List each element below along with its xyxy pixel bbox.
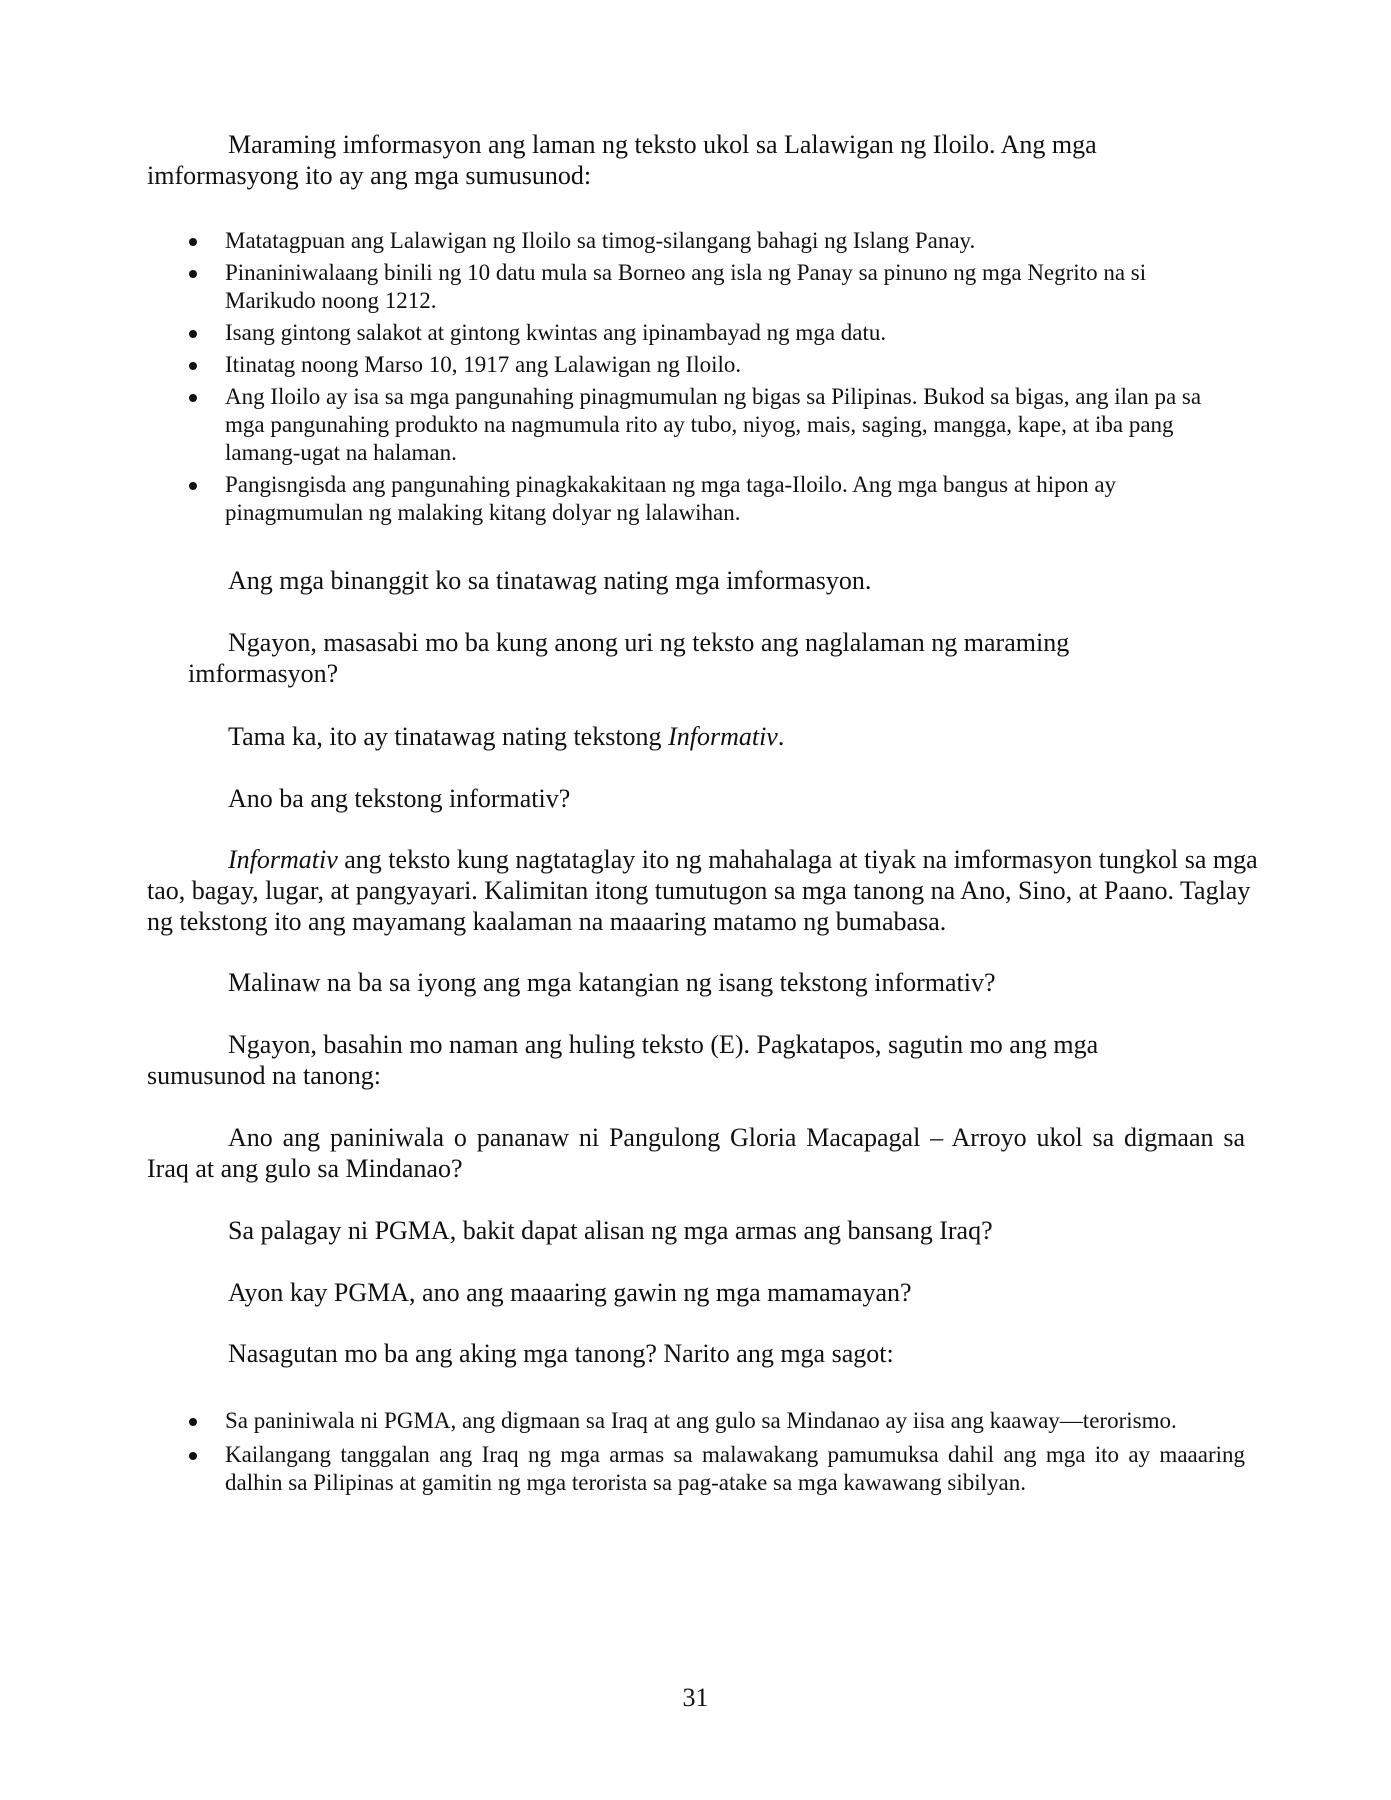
tama-ka-period: . (777, 722, 785, 751)
fact-text: Itinatag noong Marso 10, 1917 ang Lalawigan ng Iloilo. (225, 352, 742, 377)
bullet-icon (189, 1452, 197, 1460)
definition-term: Informativ (228, 845, 338, 874)
bullet-icon (189, 1418, 197, 1426)
list-item (147, 383, 1227, 467)
bullet-icon (189, 330, 197, 338)
page-number: 31 (682, 1683, 709, 1712)
tama-ka-text: Tama ka, ito ay tinatawag nating tekstong (228, 722, 669, 751)
list-item (147, 351, 1227, 379)
answers-list (147, 1407, 1245, 1497)
intro-paragraph: Maraming imformasyon ang laman ng teksto ukol sa Lalawigan ng Iloilo. Ang mga imformasyong ito ay ang mga sumusunod: (147, 130, 1097, 190)
bullet-icon (189, 270, 197, 278)
answer-text: Sa paniniwala ni PGMA, ang digmaan sa Iraq at ang gulo sa Mindanao ay iisa ang kaaway—terorismo. (225, 1408, 1177, 1433)
basahin-paragraph: Ngayon, basahin mo naman ang huling teksto (E). Pagkatapos, sagutin mo ang mga sumusunod na tanong: (147, 1030, 1099, 1090)
list-item (147, 1441, 1245, 1497)
definition-paragraph (147, 844, 1267, 937)
fact-text: Pangisngisda ang pangunahing pinagkakakitaan ng mga taga-Iloilo. Ang mga bangus at hipon ay pinagmumulan ng malaking kitang dolyar ng lalawihan. (225, 472, 1117, 525)
iloilo-facts-list (147, 227, 1227, 527)
bullet-icon (189, 482, 197, 490)
tanong-1-paragraph: Ano ang paniniwala o pananaw ni Pangulong Gloria Macapagal – Arroyo ukol sa digmaan sa Iraq at ang gulo sa Mindanao? (147, 1123, 1245, 1183)
bullet-icon (189, 362, 197, 370)
list-item (147, 259, 1227, 315)
malinaw-paragraph: Malinaw na ba sa iyong ang mga katangian ng isang tekstong informativ? (228, 968, 996, 997)
list-item (147, 1407, 1245, 1435)
fact-text: Pinaniniwalaang binili ng 10 datu mula sa Borneo ang isla ng Panay sa pinuno ng mga Negrito na si Marikudo noong 1212. (225, 260, 1147, 313)
fact-text: Isang gintong salakot at gintong kwintas ang ipinambayad ng mga datu. (225, 320, 887, 345)
definition-text: ang teksto kung nagtataglay ito ng mahahalaga at tiyak na imformasyon tungkol sa mga tao, bagay, lugar, at pangyayari. Kalimitan itong tumutugon sa mga tanong na Ano, Sino, at Paano. Taglay ng tekstong ito ang mayamang kaalaman na maaaring matamo ng bumabasa. (147, 845, 1258, 936)
bullet-icon (189, 238, 197, 246)
fact-text: Matatagpuan ang Lalawigan ng Iloilo sa timog-silangang bahagi ng Islang Panay. (225, 228, 976, 253)
fact-text: Ang Iloilo ay isa sa mga pangunahing pinagmumulan ng bigas sa Pilipinas. Bukod sa bigas, ang ilan pa sa mga pangunahing produkto na nagmumula rito ay tubo, niyog, mais, saging, mangga, kape, at iba pang lamang-ugat na halaman. (225, 384, 1202, 465)
answer-text: Kailangang tanggalan ang Iraq ng mga armas sa malawakang pamumuksa dahil ang mga ito ay maaaring dalhin sa Pilipinas at gamitin ng mga terorista sa pag-atake sa mga kawawang sibilyan. (225, 1442, 1245, 1495)
bullet-icon (189, 394, 197, 402)
list-item (147, 319, 1227, 347)
tama-ka-paragraph (228, 721, 1228, 752)
nasagutan-paragraph: Nasagutan mo ba ang aking mga tanong? Narito ang mga sagot: (228, 1339, 894, 1368)
list-item (147, 471, 1227, 527)
tanong-2-paragraph: Sa palagay ni PGMA, bakit dapat alisan ng mga armas ang bansang Iraq? (228, 1216, 993, 1245)
informativ-term: Informativ (668, 722, 778, 751)
ano-ba-paragraph: Ano ba ang tekstong informativ? (228, 784, 571, 813)
list-item (147, 227, 1227, 255)
binanggit-paragraph: Ang mga binanggit ko sa tinatawag nating mga imformasyon. (228, 566, 872, 595)
ngayon-question-paragraph: Ngayon, masasabi mo ba kung anong uri ng teksto ang naglalaman ng maraming imformasyon? (188, 628, 1070, 688)
tanong-3-paragraph: Ayon kay PGMA, ano ang maaaring gawin ng mga mamamayan? (228, 1278, 912, 1307)
